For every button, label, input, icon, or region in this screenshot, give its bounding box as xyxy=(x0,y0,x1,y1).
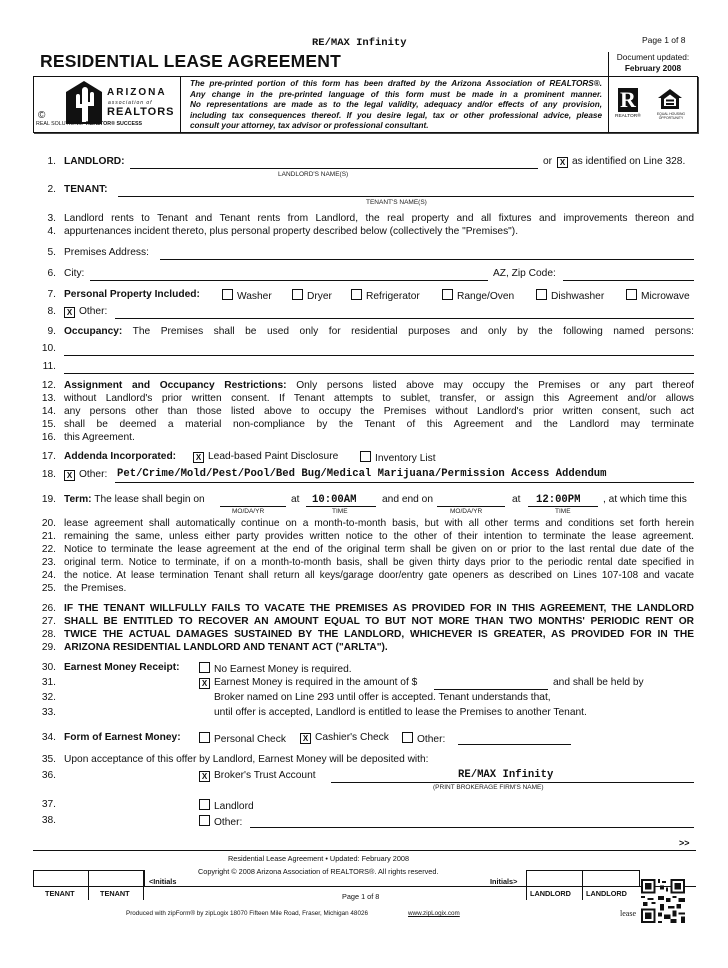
header-divider-right xyxy=(608,76,609,132)
equal-housing-label: EQUAL HOUSING OPPORTUNITY xyxy=(656,112,686,120)
line-number: 38. xyxy=(41,815,56,826)
term-label: Term: xyxy=(64,494,92,505)
qr-code-icon xyxy=(641,879,685,923)
assignment-line xyxy=(64,380,694,391)
holdover-line: TWICE THE ACTUAL DAMAGES SUSTAINED BY THE LANDLORD, WHICHEVER IS GREATER, AS PROVIDED FOR IN THE xyxy=(64,629,694,640)
deposit-landlord-option[interactable] xyxy=(199,799,254,812)
pp-dryer-checkbox[interactable] xyxy=(292,289,303,300)
landlord-name-sublabel: LANDLORD'S NAME(S) xyxy=(278,171,349,178)
landlord-identified-checkbox[interactable]: X xyxy=(557,157,568,168)
landlord-or-text: or xyxy=(543,156,553,167)
premises-text-line: appurtenances incident thereto, plus personal property described below (collectively the "Premises"). xyxy=(64,226,519,237)
line-number: 9. xyxy=(47,326,56,337)
copyright-symbol: © xyxy=(38,110,46,121)
addenda-label: Addenda Incorporated: xyxy=(64,451,177,462)
doc-updated-label: Document updated: xyxy=(616,52,690,62)
cactus-house-icon xyxy=(64,80,104,124)
pp-dryer-option[interactable] xyxy=(292,289,332,302)
brokerage-name-top: RE/MAX Infinity xyxy=(312,37,407,49)
line-number: 15. xyxy=(41,419,56,430)
pp-refrigerator-option[interactable] xyxy=(351,289,420,302)
line-number: 31. xyxy=(41,677,56,688)
earnest-label: Earnest Money Receipt: xyxy=(64,662,180,673)
page-indicator: Page 1 of 8 xyxy=(642,35,686,45)
deposit-trust-option[interactable] xyxy=(199,770,316,782)
landlord-identified-text: as identified on Line 328. xyxy=(572,156,686,167)
earnest-text-32: Broker named on Line 293 until offer is accepted. Tenant understands that, xyxy=(214,692,551,703)
brokerage-firm-field[interactable] xyxy=(331,782,694,783)
occupancy-label: Occupancy: xyxy=(64,326,123,337)
term-at-label: at xyxy=(291,494,300,505)
tenant2-initials-field[interactable] xyxy=(89,871,142,885)
holdover-line: ARIZONA RESIDENTIAL LANDLORD AND TENANT ACT ("ARLTA"). xyxy=(64,642,388,653)
term-end-time-field[interactable] xyxy=(528,506,598,507)
earnest-text-33: until offer is accepted, Landlord is entitled to lease the Premises to another Tenant. xyxy=(214,707,587,718)
occupancy-line xyxy=(64,326,694,337)
tenant-name-sublabel: TENANT'S NAME(S) xyxy=(366,199,427,206)
term-end-text: and end on xyxy=(382,494,433,505)
continue-marker: >> xyxy=(679,838,690,848)
term-intro xyxy=(64,494,205,505)
disclaimer-text xyxy=(190,79,602,132)
landlord-identified-option[interactable] xyxy=(557,156,685,168)
line-number: 30. xyxy=(41,662,56,673)
term-begin-date-sublabel: MO/DA/YR xyxy=(232,508,265,515)
logo-tagline-right: REALTOR® SUCCESS xyxy=(86,121,143,127)
pp-refrigerator-label: Refrigerator xyxy=(366,291,420,302)
footer-page: Page 1 of 8 xyxy=(342,892,380,901)
line-number: 37. xyxy=(41,799,56,810)
addenda-inventory-label: Inventory List xyxy=(375,453,436,464)
addenda-lead-option[interactable] xyxy=(193,451,338,463)
addenda-other-option[interactable] xyxy=(64,469,107,481)
landlord-name-field[interactable] xyxy=(130,168,538,169)
assignment-label: Assignment and Occupancy Restrictions: xyxy=(64,380,287,391)
doc-updated-date: February 2008 xyxy=(624,63,682,73)
realtor-r-icon: R xyxy=(618,88,638,112)
tenant-name-field[interactable] xyxy=(118,196,694,197)
earnest-required-option[interactable] xyxy=(199,677,417,689)
term-begin-time-value: 10:00AM xyxy=(312,494,357,506)
line-number: 22. xyxy=(41,544,56,555)
ziplogix-link[interactable]: www.zipLogix.com xyxy=(408,910,460,917)
pp-other-checkbox[interactable]: X xyxy=(64,307,75,318)
pp-microwave-checkbox[interactable] xyxy=(626,289,637,300)
initials-right-label: Initials> xyxy=(490,877,518,886)
premises-address-label: Premises Address: xyxy=(64,247,149,258)
form-cashiers-checkbox[interactable]: X xyxy=(300,733,311,744)
term-end-date-sublabel: MO/DA/YR xyxy=(450,508,483,515)
deposit-other-label: Other: xyxy=(214,817,243,828)
deposit-intro: Upon acceptance of this offer by Landlord, Earnest Money will be deposited with: xyxy=(64,754,429,765)
earnest-required-text: Earnest Money is required in the amount of $ xyxy=(214,677,418,688)
pp-dishwasher-label: Dishwasher xyxy=(551,291,605,302)
line-number: 13. xyxy=(41,393,56,404)
form-other-checkbox[interactable] xyxy=(402,732,413,743)
term-text-line: lease agreement shall automatically continue on a month-to-month basis, but with all other terms and conditions set forth herein xyxy=(64,518,694,529)
term-text-line: original term. Notice to terminate, if on a month-to-month basis, shall be given thirty days prior to the periodic rental date specified in xyxy=(64,557,694,568)
deposit-trust-checkbox[interactable]: X xyxy=(199,771,210,782)
line-number: 32. xyxy=(41,692,56,703)
pp-range-label: Range/Oven xyxy=(457,291,515,302)
header-divider-left xyxy=(180,76,181,132)
line-number: 19. xyxy=(41,494,56,505)
line-number: 1. xyxy=(47,156,56,167)
deposit-trust-label: Broker's Trust Account xyxy=(214,770,316,781)
form-other-label: Other: xyxy=(417,734,446,745)
pp-other-option[interactable] xyxy=(64,306,107,318)
line-number: 8. xyxy=(47,306,56,317)
earnest-required-checkbox[interactable]: X xyxy=(199,678,210,689)
line-number: 18. xyxy=(41,469,56,480)
zip-label: AZ, Zip Code: xyxy=(493,268,556,279)
premises-address-field[interactable] xyxy=(160,259,694,260)
earnest-none-checkbox[interactable] xyxy=(199,662,210,673)
addenda-lead-checkbox[interactable]: X xyxy=(193,452,204,463)
line-number: 3. xyxy=(47,213,56,224)
premises-text-line: Landlord rents to Tenant and Tenant rents from Landlord, the real property and all fixtures and improvements thereon and xyxy=(64,213,694,224)
form-other-field[interactable] xyxy=(458,744,571,745)
line-number: 5. xyxy=(47,247,56,258)
addenda-other-field[interactable] xyxy=(115,482,694,483)
term-begin-time-sublabel: TIME xyxy=(332,508,348,515)
line-number: 29. xyxy=(41,642,56,653)
occupant-field-1[interactable] xyxy=(64,355,694,356)
line-number: 21. xyxy=(41,531,56,542)
line-number: 16. xyxy=(41,432,56,443)
line-number: 20. xyxy=(41,518,56,529)
earnest-none-text: No Earnest Money is required. xyxy=(214,664,352,675)
form-personal-checkbox[interactable] xyxy=(199,732,210,743)
disclaimer-line: Any change in the pre-printed language of this form must be made in a prominent manner. xyxy=(190,89,602,99)
line-number: 7. xyxy=(47,289,56,300)
form-cashiers-label: Cashier's Check xyxy=(315,732,389,743)
term-text-line: remaining the same, unless either party provides written notice to the other of their intention to terminate the lease agreement. xyxy=(64,531,694,542)
earnest-none-option[interactable] xyxy=(199,662,352,675)
addenda-inventory-option[interactable] xyxy=(360,451,436,464)
landlord-label: LANDLORD: xyxy=(64,156,125,167)
deposit-other-option[interactable] xyxy=(199,815,242,828)
addenda-inventory-checkbox[interactable] xyxy=(360,451,371,462)
form-earnest-label: Form of Earnest Money: xyxy=(64,732,181,743)
pp-dryer-label: Dryer xyxy=(307,291,332,302)
pp-washer-checkbox[interactable] xyxy=(222,289,233,300)
footer-produced: Produced with zipForm® by zipLogix 18070 Fifteen Mile Road, Fraser, Michigan 48026 xyxy=(126,910,368,917)
addenda-lead-label: Lead-based Paint Disclosure xyxy=(208,451,339,462)
term-end-date-field[interactable] xyxy=(437,506,505,507)
line-number: 28. xyxy=(41,629,56,640)
addenda-other-value: Pet/Crime/Mold/Pest/Pool/Bed Bug/Medical Marijuana/Permission Access Addendum xyxy=(117,468,607,480)
disclaimer-line: No representations are made as to the legal validity, adequacy and/or effects of any provision, xyxy=(190,100,602,110)
form-personal-label: Personal Check xyxy=(214,734,286,745)
pp-other-label: Other: xyxy=(79,306,108,317)
landlord2-initials-field[interactable] xyxy=(583,871,637,885)
line-number: 6. xyxy=(47,268,56,279)
footer-copyright: Copyright © 2008 Arizona Association of REALTORS®. All rights reserved. xyxy=(198,867,439,876)
term-begin-text: The lease shall begin on xyxy=(94,494,205,505)
term-begin-date-field[interactable] xyxy=(220,506,286,507)
qr-label: lease xyxy=(620,909,636,918)
disclaimer-line: consult your attorney, tax advisor or professional consultant. xyxy=(190,121,429,131)
city-field[interactable] xyxy=(90,280,488,281)
initials-left-label: <Initials xyxy=(149,877,177,886)
pp-microwave-option[interactable] xyxy=(626,289,690,302)
form-other-option[interactable] xyxy=(402,732,445,745)
line-number: 35. xyxy=(41,754,56,765)
earnest-amount-field[interactable] xyxy=(434,689,548,690)
brokerage-firm-sublabel: (PRINT BROKERAGE FIRM'S NAME) xyxy=(433,784,544,791)
assignment-line: this Agreement. xyxy=(64,432,135,443)
holdover-line: IF THE TENANT WILLFULLY FAILS TO VACATE THE PREMISES AS PROVIDED FOR IN THIS AGREEMENT, THE LANDLORD xyxy=(64,603,694,614)
term-text-line: Notice to terminate the lease agreement at the end of the original term shall be given on or prior to the last rental due date of the xyxy=(64,544,694,555)
doc-updated-box xyxy=(608,52,697,76)
line-number: 2. xyxy=(47,184,56,195)
line-number: 4. xyxy=(47,226,56,237)
landlord2-initials-label: LANDLORD xyxy=(586,889,627,898)
addenda-other-checkbox[interactable]: X xyxy=(64,470,75,481)
line-number: 12. xyxy=(41,380,56,391)
line-number: 26. xyxy=(41,603,56,614)
zip-field[interactable] xyxy=(563,280,694,281)
line-number: 24. xyxy=(41,570,56,581)
occupancy-text: The Premises shall be used only for residential purposes and only by the following named persons: xyxy=(132,326,694,337)
assignment-line: any persons other than those listed above to occupy the Premises without Landlord's prior written consent, such act xyxy=(64,406,694,417)
tenant1-initials-label: TENANT xyxy=(45,889,75,898)
tenant1-initials-field[interactable] xyxy=(34,871,87,885)
equal-housing-icon xyxy=(657,88,683,110)
addenda-other-label: Other: xyxy=(79,469,108,480)
brokerage-firm-value: RE/MAX Infinity xyxy=(458,769,554,781)
pp-range-checkbox[interactable] xyxy=(442,289,453,300)
tenant2-initials-label: TENANT xyxy=(100,889,130,898)
tenant-label: TENANT: xyxy=(64,184,108,195)
logo-tagline-left: REAL SOLUTIONS. xyxy=(36,121,84,127)
pp-washer-option[interactable] xyxy=(222,289,272,302)
pp-other-field[interactable] xyxy=(115,318,694,319)
deposit-landlord-label: Landlord xyxy=(214,801,254,812)
footer-form-name: Residential Lease Agreement • Updated: February 2008 xyxy=(228,854,410,863)
pp-range-option[interactable] xyxy=(442,289,514,302)
logo-association-of: association of xyxy=(108,100,153,106)
pp-refrigerator-checkbox[interactable] xyxy=(351,289,362,300)
city-label: City: xyxy=(64,268,85,279)
tenant-initials-divider xyxy=(143,870,144,900)
disclaimer-line: The pre-printed portion of this form has been drafted by the Arizona Association of REALTORS®. xyxy=(190,79,602,88)
term-at-label-2: at xyxy=(512,494,521,505)
pp-dishwasher-checkbox[interactable] xyxy=(536,289,547,300)
occupant-field-2[interactable] xyxy=(64,373,694,374)
form-personal-option[interactable] xyxy=(199,732,286,745)
line-number: 25. xyxy=(41,583,56,594)
pp-dishwasher-option[interactable] xyxy=(536,289,604,302)
line-number: 27. xyxy=(41,616,56,627)
line-number: 17. xyxy=(41,451,56,462)
line-number: 33. xyxy=(41,707,56,718)
holdover-line: SHALL BE ENTITLED TO RECOVER AN AMOUNT EQUAL TO BUT NOT MORE THAN TWO MONTHS' PERIODIC RENT OR xyxy=(64,616,694,627)
term-end-time-value: 12:00PM xyxy=(536,494,581,506)
logo-realtors: REALTORS xyxy=(107,106,175,118)
form-cashiers-option[interactable] xyxy=(300,732,389,744)
disclaimer-line: including tax consequences thereof. If you desire legal, tax or other professional advice, please xyxy=(190,110,602,120)
term-text-line: the Premises. xyxy=(64,583,127,594)
line-number: 23. xyxy=(41,557,56,568)
assignment-text: Only persons listed above may occupy the Premises or any part thereof xyxy=(296,380,694,391)
line-number: 36. xyxy=(41,770,56,781)
logo-arizona: ARIZONA xyxy=(107,87,167,98)
landlord1-initials-label: LANDLORD xyxy=(530,889,571,898)
earnest-held-by: and shall be held by xyxy=(553,677,644,688)
personal-property-label: Personal Property Included: xyxy=(64,289,200,300)
footer-divider xyxy=(33,850,696,851)
assignment-line: without Landlord's prior written consent. If Tenant attempts to sublet, transfer, or assign this Agreement and/or allows xyxy=(64,393,694,404)
page-title: RESIDENTIAL LEASE AGREEMENT xyxy=(40,51,341,71)
pp-washer-label: Washer xyxy=(237,291,272,302)
landlord1-initials-field[interactable] xyxy=(527,871,581,885)
realtor-mark-label: REALTOR® xyxy=(615,114,641,119)
pp-microwave-label: Microwave xyxy=(641,291,690,302)
term-end-time-sublabel: TIME xyxy=(555,508,571,515)
assignment-line: shall be deemed a material non-compliance by the Tenant of this Agreement and the Landlord may terminate xyxy=(64,419,694,430)
term-text-line: the notice. At lease termination Tenant shall return all keys/garage door/entry gate openers as described on Lines 107-108 and vacate xyxy=(64,570,694,581)
term-tail: , at which time this xyxy=(603,494,687,505)
deposit-other-checkbox[interactable] xyxy=(199,815,210,826)
line-number: 11. xyxy=(42,361,56,372)
line-number: 34. xyxy=(41,732,56,743)
deposit-landlord-checkbox[interactable] xyxy=(199,799,210,810)
line-number: 10. xyxy=(41,343,56,354)
arizona-realtors-logo xyxy=(34,77,180,131)
term-begin-time-field[interactable] xyxy=(306,506,376,507)
line-number: 14. xyxy=(41,406,56,417)
deposit-other-field[interactable] xyxy=(250,827,694,828)
